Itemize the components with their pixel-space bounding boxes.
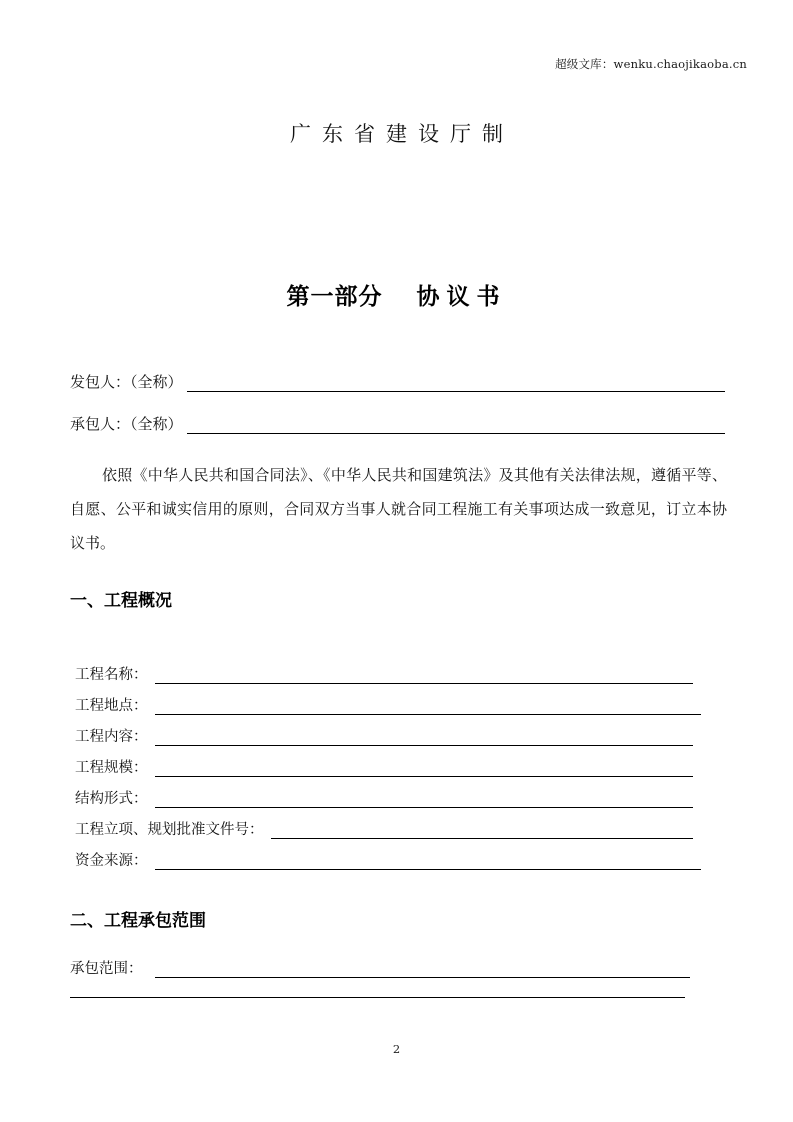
field-label-project-scale: 工程规模： — [75, 760, 148, 776]
field-row-project-scale — [75, 753, 693, 777]
field-input-funding-source[interactable] — [155, 852, 702, 870]
party-input-employer[interactable] — [187, 372, 725, 392]
field-input-project-name[interactable] — [155, 666, 694, 684]
field-label-project-location: 工程地点： — [75, 698, 148, 714]
section-heading-project-overview: 一、工程概况 — [70, 591, 172, 611]
field-row-project-location — [75, 691, 701, 715]
field-input-contract-scope-line-2[interactable] — [70, 997, 685, 998]
field-row-approval-document-no — [75, 815, 693, 839]
field-input-project-content[interactable] — [155, 728, 694, 746]
field-input-approval-document-no[interactable] — [271, 821, 694, 839]
field-input-structure-type[interactable] — [155, 790, 694, 808]
field-row-project-content — [75, 722, 693, 746]
section-heading-contract-scope: 二、工程承包范围 — [70, 911, 206, 931]
preamble-paragraph: 依照《中华人民共和国合同法》、《中华人民共和国建筑法》及其他有关法律法规，遵循平等、自愿、公平和诚实信用的原则，合同双方当事人就合同工程施工有关事项达成一致意见，订立本协议书。 — [70, 466, 727, 552]
party-row-contractor — [70, 408, 725, 434]
party-label-employer: 发包人：（全称） — [70, 373, 183, 391]
field-label-project-name: 工程名称： — [75, 667, 148, 683]
party-row-employer — [70, 366, 725, 392]
page-number: 2 — [392, 1042, 401, 1056]
field-row-contract-scope — [70, 954, 690, 978]
document-title: 广东省建设厅制 — [290, 122, 514, 146]
field-input-contract-scope[interactable] — [155, 960, 691, 978]
field-row-project-name — [75, 660, 693, 684]
field-row-funding-source — [75, 846, 701, 870]
field-label-contract-scope: 承包范围： — [70, 961, 143, 977]
site-watermark-header: 超级文库：wenku.chaojikaoba.cn — [555, 57, 747, 71]
field-input-project-scale[interactable] — [155, 759, 694, 777]
part-name: 协议书 — [416, 283, 507, 310]
party-label-contractor: 承包人：（全称） — [70, 415, 183, 433]
field-label-structure-type: 结构形式： — [75, 791, 148, 807]
part-number: 第一部分 — [286, 283, 383, 310]
field-row-structure-type — [75, 784, 693, 808]
field-label-approval-document-no: 工程立项、规划批准文件号： — [75, 822, 264, 838]
party-input-contractor[interactable] — [187, 414, 725, 434]
part-heading — [0, 278, 793, 311]
field-input-project-location[interactable] — [155, 697, 702, 715]
field-label-funding-source: 资金来源： — [75, 853, 148, 869]
field-label-project-content: 工程内容： — [75, 729, 148, 745]
